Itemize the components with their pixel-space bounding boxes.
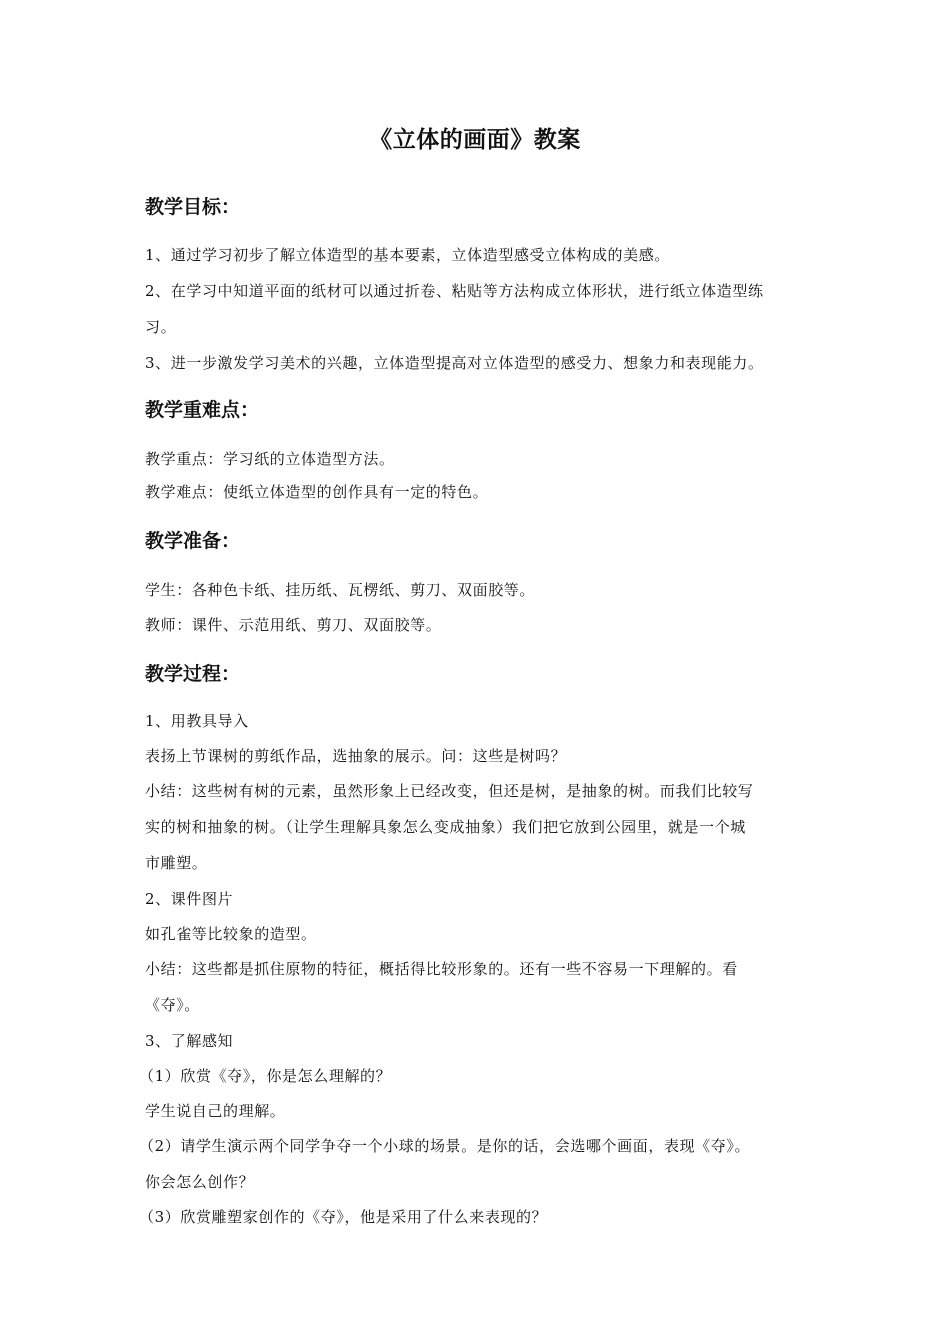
process-line-4: 实的树和抽象的树。（让学生理解具象怎么变成抽象）我们把它放到公园里，就是一个城 [145, 818, 746, 836]
process-line-3: 小结：这些树有树的元素，虽然形象上已经改变，但还是树，是抽象的树。而我们比较写 [145, 782, 754, 800]
process-line-15: （3）欣赏雕塑家创作的《夺》，他是采用了什么来表现的？ [139, 1208, 548, 1226]
process-line-7: 如孔雀等比较象的造型。 [145, 925, 317, 943]
heading-teaching-goals: 教学目标： [145, 196, 241, 218]
goal-line-2: 2、在学习中知道平面的纸材可以通过折卷、粘贴等方法构成立体形状，进行纸立体造型练 [145, 282, 764, 300]
process-line-9: 《夺》。 [145, 996, 200, 1014]
goal-line-1: 1、通过学习初步了解立体造型的基本要素，立体造型感受立体构成的美感。 [145, 246, 670, 264]
process-line-5: 市雕塑。 [145, 854, 208, 872]
process-line-8: 小结：这些都是抓住原物的特征，概括得比较形象的。还有一些不容易一下理解的。看 [145, 960, 738, 978]
document-title: 《立体的画面》教案 [369, 127, 581, 153]
heading-process: 教学过程： [145, 663, 241, 685]
process-line-2: 表扬上节课树的剪纸作品，选抽象的展示。问：这些是树吗？ [145, 747, 567, 765]
prep-student-line: 学生：各种色卡纸、挂历纸、瓦楞纸、剪刀、双面胶等。 [145, 581, 536, 599]
process-line-13: （2）请学生演示两个同学争夺一个小球的场景。是你的话，会选哪个画面，表现《夺》。 [139, 1137, 751, 1155]
key-point-line: 教学重点：学习纸的立体造型方法。 [145, 450, 395, 468]
process-line-1: 1、用教具导入 [145, 712, 249, 730]
process-line-14: 你会怎么创作？ [145, 1173, 255, 1191]
process-line-6: 2、课件图片 [145, 890, 234, 908]
process-line-12: 学生说自己的理解。 [145, 1102, 286, 1120]
goal-line-2-cont: 习。 [145, 318, 177, 336]
process-line-10: 3、了解感知 [145, 1032, 234, 1050]
process-line-11: （1）欣赏《夺》，你是怎么理解的？ [139, 1067, 392, 1085]
heading-key-points: 教学重难点： [145, 399, 260, 421]
difficult-point-line: 教学难点：使纸立体造型的创作具有一定的特色。 [145, 483, 489, 501]
goal-line-3: 3、进一步激发学习美术的兴趣，立体造型提高对立体造型的感受力、想象力和表现能力。 [145, 354, 764, 372]
prep-teacher-line: 教师：课件、示范用纸、剪刀、双面胶等。 [145, 616, 442, 634]
heading-preparation: 教学准备： [145, 530, 241, 552]
